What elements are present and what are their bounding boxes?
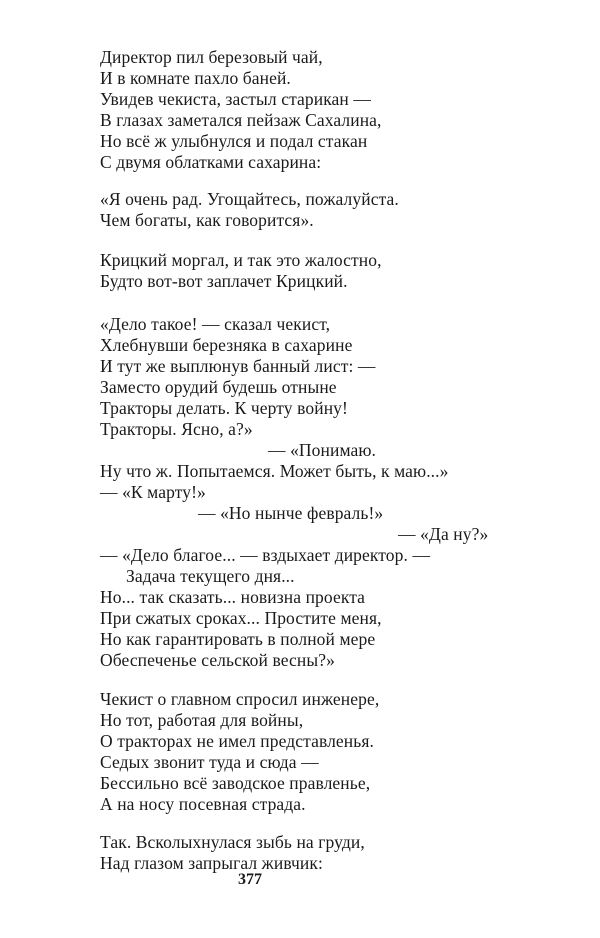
poem-line: Будто вот-вот заплачет Крицкий. xyxy=(100,271,348,291)
poem-line: С двумя облатками сахарина: xyxy=(100,152,322,172)
poem-line: И тут же выплюнув банный лист: — xyxy=(100,356,376,376)
poem-line: Но как гарантировать в полной мере xyxy=(100,629,376,649)
poem-line: Но всё ж улыбнулся и подал стакан xyxy=(100,131,368,151)
poem-line: «Я очень рад. Угощайтесь, пожалуйста. xyxy=(100,189,399,209)
poem-line: Седых звонит туда и сюда — xyxy=(100,752,319,772)
poem-line: Ну что ж. Попытаемся. Может быть, к маю...» xyxy=(100,461,449,481)
poem-line: — «Понимаю. xyxy=(268,440,377,460)
poem-line: Но тот, работая для войны, xyxy=(100,710,304,730)
poem-line: — «Дело благое... — вздыхает директор. — xyxy=(100,545,431,565)
page-number: 377 xyxy=(238,871,262,888)
poem-line: Так. Всколыхнулася зыбь на груди, xyxy=(100,832,365,852)
poem-line: Над глазом запрыгал живчик: xyxy=(100,853,323,873)
poem-line: Тракторы. Ясно, а?» xyxy=(100,419,253,439)
poem-line: А на носу посевная страда. xyxy=(100,794,306,814)
poem-line: — «К марту!» xyxy=(100,482,206,502)
poem-line: «Дело такое! — сказал чекист, xyxy=(100,314,331,334)
poem-line: И в комнате пахло баней. xyxy=(100,68,291,88)
poem-line: Чекист о главном спросил инженере, xyxy=(100,689,380,709)
poem-line: Хлебнувши березняка в сахарине xyxy=(100,335,353,355)
poem-line: При сжатых сроках... Простите меня, xyxy=(100,608,382,628)
poem-line: Задача текущего дня... xyxy=(126,566,295,586)
poem-line: Тракторы делать. К черту войну! xyxy=(100,398,348,418)
poem-line: — «Да ну?» xyxy=(398,524,489,544)
poem-line: Увидев чекиста, застыл старикан — xyxy=(100,89,371,109)
poem-line: О тракторах не имел представленья. xyxy=(100,731,374,751)
poem-line: В глазах заметался пейзаж Сахалина, xyxy=(100,110,382,130)
poem-line: Директор пил березовый чай, xyxy=(100,47,323,67)
poem-line: Крицкий моргал, и так это жалостно, xyxy=(100,250,382,270)
poem-line: — «Но нынче февраль!» xyxy=(198,503,384,523)
poem-line: Бессильно всё заводское правленье, xyxy=(100,773,371,793)
poem-line: Чем богаты, как говорится». xyxy=(100,210,314,230)
poem-line: Обеспеченье сельской весны?» xyxy=(100,650,335,670)
poem-line: Но... так сказать... новизна проекта xyxy=(100,587,366,607)
poem-line: Заместо орудий будешь отныне xyxy=(100,377,337,397)
